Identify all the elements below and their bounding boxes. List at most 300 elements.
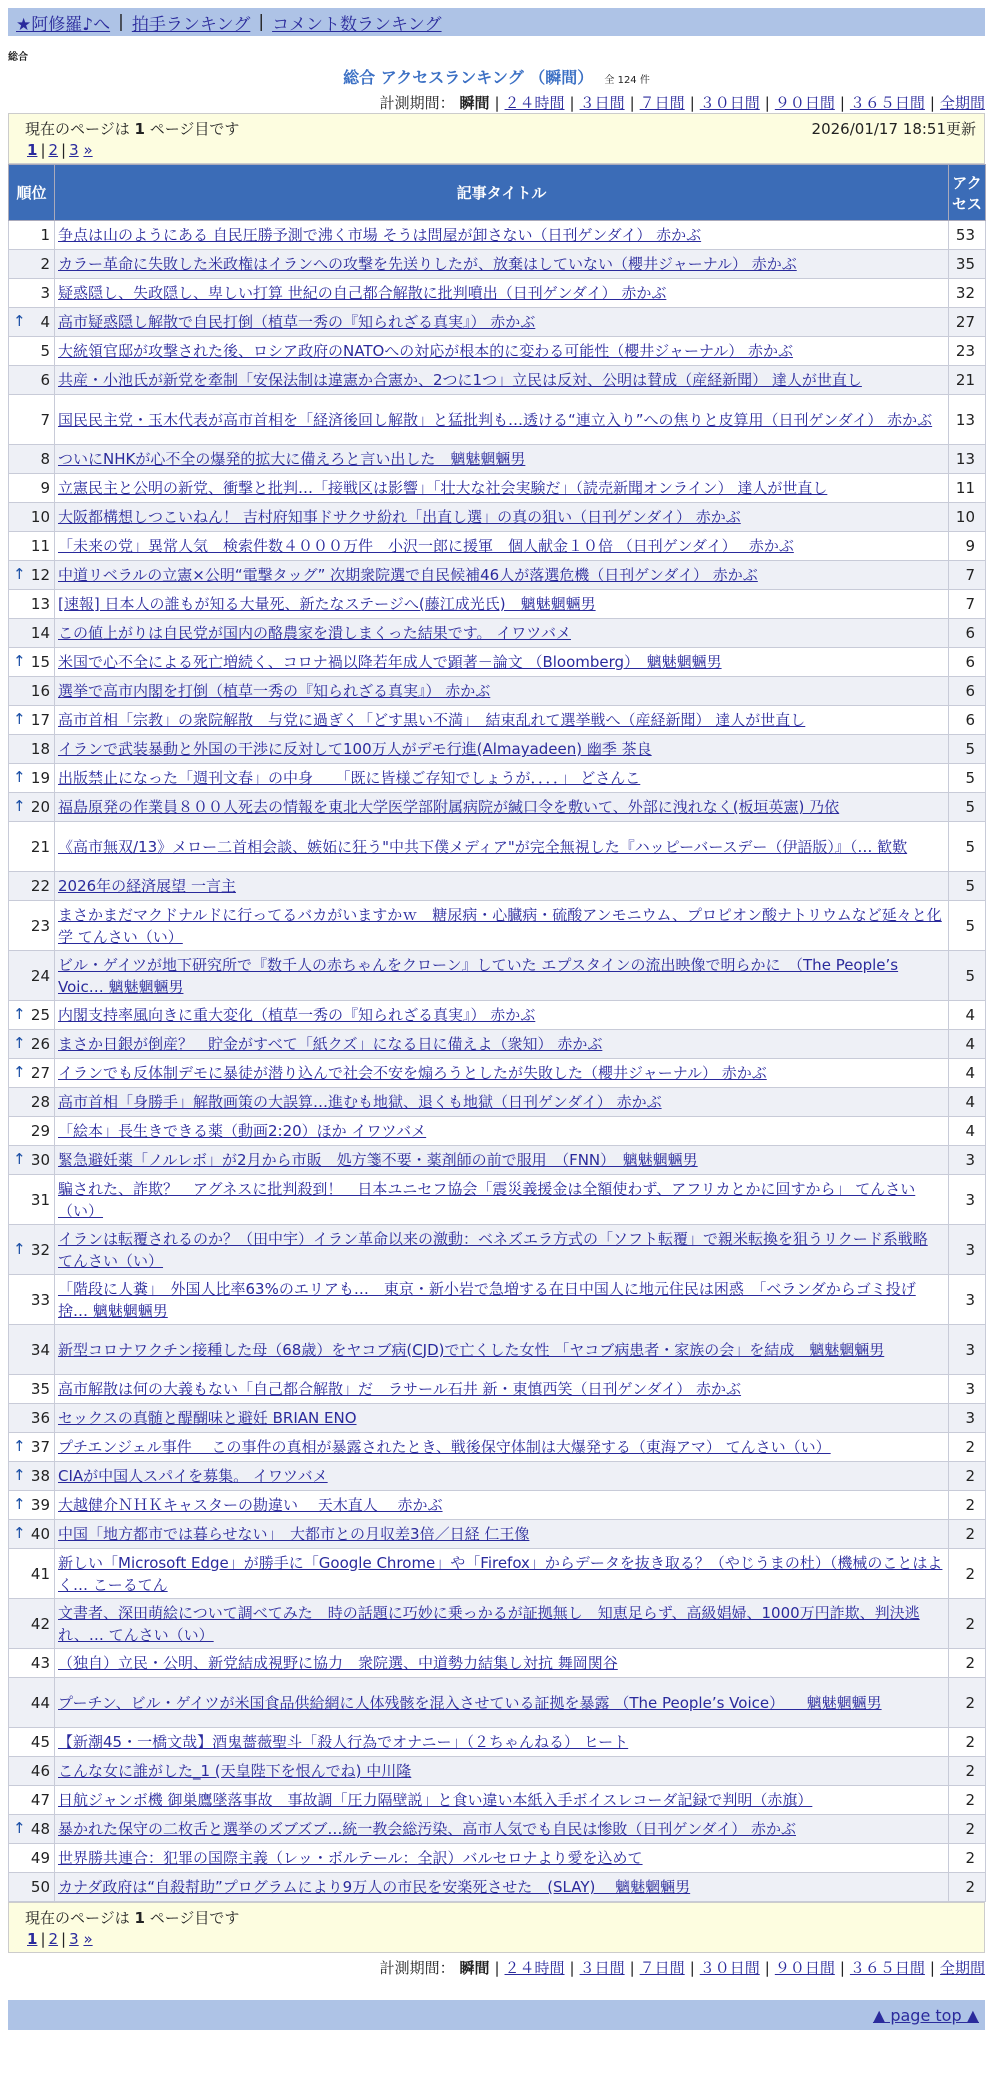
pagination bbox=[9, 139, 984, 163]
count-header: アクセス bbox=[949, 165, 986, 221]
table-row bbox=[9, 735, 986, 764]
article-link[interactable]: 《高市無双/13》メロー二首相会談、嫉妬に狂う"中共下僕メディア"が完全無視した『ハッピーバースデー（伊語版）』（… 歓歎 bbox=[58, 837, 908, 856]
article-link[interactable]: プチエンジェル事件 この事件の真相が暴露されたとき、戦後保守体制は大爆発する（東海アマ） てんさい（い） bbox=[58, 1438, 831, 1456]
table-row bbox=[9, 648, 986, 677]
rank-cell bbox=[9, 1520, 55, 1549]
access-count: 4 bbox=[949, 1001, 986, 1030]
page-link[interactable]: 3 bbox=[69, 141, 79, 159]
rank-cell bbox=[9, 1325, 55, 1375]
rank-number: 8 bbox=[40, 450, 50, 468]
article-link[interactable]: 騙された、詐欺？ アグネスに批判殺到！ 日本ユニセフ協会「震災義援金は全額使わず、アフリカとかに回すから」 てんさい（い） bbox=[58, 1179, 916, 1220]
rank-up-arrow-icon: ↑ bbox=[13, 1466, 26, 1485]
rank-cell bbox=[9, 1117, 55, 1146]
bottom-bar bbox=[8, 2000, 985, 2030]
rank-cell bbox=[9, 532, 55, 561]
access-count: 2 bbox=[949, 1462, 986, 1491]
title-cell bbox=[55, 561, 949, 590]
rank-number: 5 bbox=[40, 342, 50, 360]
title-cell bbox=[55, 445, 949, 474]
rank-cell bbox=[9, 648, 55, 677]
next-page-link[interactable]: » bbox=[83, 1930, 93, 1948]
article-link[interactable]: 高市首相「身勝手」解散画策の大誤算…進むも地獄、退くも地獄（日刊ゲンダイ） 赤かぶ bbox=[58, 1093, 662, 1111]
access-count: 53 bbox=[949, 221, 986, 250]
title-cell bbox=[55, 1815, 949, 1844]
article-link[interactable]: こんな女に誰がした_1 (天皇陛下を恨んでね) 中川隆 bbox=[58, 1762, 412, 1780]
access-count: 13 bbox=[949, 395, 986, 445]
title-header: 記事タイトル bbox=[55, 165, 949, 221]
top-nav-bar bbox=[8, 8, 985, 36]
article-link[interactable]: 内閣支持率風向きに重大変化（植草一秀の『知られざる真実』） 赤かぶ bbox=[58, 1006, 536, 1024]
title-cell bbox=[55, 872, 949, 901]
article-link[interactable]: プーチン、ビル・ゲイツが米国食品供給網に人体残骸を混入させている証拠を暴露 （The People’s Voice） 魑魅魍魎男 bbox=[58, 1693, 882, 1712]
title-cell bbox=[55, 1728, 949, 1757]
rank-cell bbox=[9, 1786, 55, 1815]
rank-number: 21 bbox=[30, 837, 50, 856]
article-link[interactable]: 新しい「Microsoft Edge」が勝手に「Google Chrome」や「Firefox」からデータを抜き取る？（やじうまの杜）（機械のことはよく… こーるてん bbox=[58, 1553, 943, 1594]
table-row bbox=[9, 1786, 986, 1815]
period-separator: | bbox=[494, 94, 500, 112]
title-cell bbox=[55, 648, 949, 677]
title-cell bbox=[55, 1678, 949, 1728]
table-row bbox=[9, 395, 986, 445]
title-cell bbox=[55, 1757, 949, 1786]
article-link[interactable]: 文書者、深田萌絵について調べてみた 時の話題に巧妙に乗っかるが証拠無し 知恵足らず、高級娼婦、1000万円詐欺、判決逃れ、… てんさい（い） bbox=[58, 1603, 920, 1644]
rank-number: 16 bbox=[30, 682, 50, 700]
title-cell bbox=[55, 474, 949, 503]
clap-ranking-link[interactable]: 拍手ランキング bbox=[131, 14, 251, 35]
rank-number: 47 bbox=[30, 1791, 50, 1809]
rank-cell bbox=[9, 706, 55, 735]
rank-cell bbox=[9, 1146, 55, 1175]
access-count: 7 bbox=[949, 561, 986, 590]
access-count: 6 bbox=[949, 706, 986, 735]
period-separator: | bbox=[929, 94, 935, 112]
rank-up-arrow-icon: ↑ bbox=[13, 1005, 26, 1024]
title-cell bbox=[55, 901, 949, 951]
rank-up-arrow-icon: ↑ bbox=[13, 1819, 26, 1838]
page-link[interactable]: 2 bbox=[48, 1930, 59, 1948]
title-cell bbox=[55, 532, 949, 561]
article-link[interactable]: 世界勝共連合：犯罪の国際主義（レッ・ボルテール：全訳）バルセロナより愛を込めて bbox=[58, 1849, 643, 1867]
table-row bbox=[9, 1117, 986, 1146]
title-cell bbox=[55, 1599, 949, 1649]
rank-cell bbox=[9, 1599, 55, 1649]
rank-cell bbox=[9, 619, 55, 648]
rank-up-arrow-icon: ↑ bbox=[13, 1150, 26, 1169]
table-row bbox=[9, 1225, 986, 1275]
title-cell bbox=[55, 1462, 949, 1491]
article-link[interactable]: 【新潮45・一橋文哉】酒鬼薔薇聖斗「殺人行為でオナニー」（２ちゃんねる） ヒート bbox=[58, 1733, 629, 1751]
rank-cell bbox=[9, 1649, 55, 1678]
article-link[interactable]: 新型コロナワクチン接種した母（68歳）をヤコブ病(CJD)で亡くした女性 「ヤコブ病患者・家族の会」を結成 魑魅魍魎男 bbox=[58, 1340, 885, 1359]
access-count: 3 bbox=[949, 1225, 986, 1275]
rank-up-arrow-icon: ↑ bbox=[13, 1034, 26, 1053]
access-count: 2 bbox=[949, 1520, 986, 1549]
rank-number: 40 bbox=[30, 1525, 50, 1543]
rank-number: 6 bbox=[40, 371, 50, 389]
article-link[interactable]: 「絵本」長生きできる薬（動画2:20）ほか イワツバメ bbox=[58, 1122, 427, 1140]
article-link[interactable]: ついにNHKが心不全の爆発的拡大に備えろと言い出した 魑魅魍魎男 bbox=[58, 450, 526, 468]
rank-cell bbox=[9, 735, 55, 764]
period-option[interactable]: ３６５日間 bbox=[849, 1959, 925, 1977]
period-separator: | bbox=[494, 1959, 500, 1977]
rank-number: 27 bbox=[30, 1064, 50, 1082]
rank-number: 3 bbox=[40, 284, 50, 302]
article-link[interactable]: 中道リベラルの立憲×公明“電撃タッグ” 次期衆院選で自民候補46人が落選危機（日刊ゲンダイ） 赤かぶ bbox=[58, 566, 758, 584]
rank-cell bbox=[9, 1491, 55, 1520]
rank-cell bbox=[9, 1375, 55, 1404]
period-separator: | bbox=[839, 1959, 845, 1977]
access-count: 5 bbox=[949, 822, 986, 872]
article-link[interactable]: セックスの真髄と醍醐味と避妊 BRIAN ENO bbox=[58, 1409, 357, 1427]
rank-number: 39 bbox=[30, 1496, 50, 1514]
rank-number: 7 bbox=[40, 410, 50, 429]
period-option[interactable]: ９０日間 bbox=[774, 1959, 835, 1977]
rank-number: 18 bbox=[30, 740, 50, 758]
access-count: 5 bbox=[949, 793, 986, 822]
article-link[interactable]: 2026年の経済展望 一言主 bbox=[58, 877, 236, 895]
table-row bbox=[9, 1462, 986, 1491]
rank-cell bbox=[9, 1757, 55, 1786]
access-count: 7 bbox=[949, 590, 986, 619]
article-link[interactable]: 緊急避妊薬「ノルレボ」が2月から市販 処方箋不要・薬剤師の前で服用 （FNN） 魑魅魍魎男 bbox=[58, 1151, 698, 1169]
access-count: 2 bbox=[949, 1844, 986, 1873]
rank-number: 38 bbox=[30, 1467, 50, 1485]
article-link[interactable]: [速報] 日本人の誰もが知る大量死、新たなステージへ(藤江成光氏) 魑魅魍魎男 bbox=[58, 595, 596, 613]
article-link[interactable]: 暴かれた保守の二枚舌と選挙のズブズブ…統一教会総汚染、高市人気でも自民は惨敗（日刊ゲンダイ） 赤かぶ bbox=[58, 1820, 796, 1838]
article-link[interactable]: まさかまだマクドナルドに行ってるバカがいますかｗ 糖尿病・心臓病・硫酸アンモニウム、プロピオン酸ナトリウムなど延々と化学 てんさい（い） bbox=[58, 905, 942, 946]
rank-cell bbox=[9, 1678, 55, 1728]
period-separator: | bbox=[839, 94, 845, 112]
access-count: 4 bbox=[949, 1059, 986, 1088]
article-link[interactable]: 「階段に人糞」 外国人比率63%のエリアも… 東京・新小岩で急増する在日中国人に地元住民は困惑 「ベランダからゴミ投げ捨… 魑魅魍魎男 bbox=[58, 1279, 916, 1320]
rank-number: 2 bbox=[40, 255, 50, 273]
article-link[interactable]: まさか日銀が倒産？ 貯金がすべて「紙クズ」になる日に備えよ（衆知） 赤かぶ bbox=[58, 1035, 603, 1053]
period-separator: | bbox=[764, 94, 770, 112]
total-count: 全 124 件 bbox=[604, 75, 650, 86]
rank-number: 23 bbox=[30, 916, 50, 935]
access-count: 11 bbox=[949, 474, 986, 503]
rank-number: 17 bbox=[30, 711, 50, 729]
table-row bbox=[9, 1088, 986, 1117]
rank-number: 42 bbox=[30, 1614, 50, 1633]
title-cell bbox=[55, 764, 949, 793]
article-link[interactable]: 出版禁止になった「週刊文春」の中身 「既に皆様ご存知でしょうが．．．．」 どさんこ bbox=[58, 769, 641, 787]
table-row bbox=[9, 1520, 986, 1549]
rank-cell bbox=[9, 793, 55, 822]
table-row bbox=[9, 1649, 986, 1678]
title-cell bbox=[55, 735, 949, 764]
period-option[interactable]: ７日間 bbox=[639, 1959, 685, 1977]
rank-cell bbox=[9, 1815, 55, 1844]
access-count: 2 bbox=[949, 1757, 986, 1786]
rank-up-arrow-icon: ↑ bbox=[13, 312, 26, 331]
article-link[interactable]: カナダ政府は“自殺幇助”プログラムにより9万人の市民を安楽死させた (SLAY) 魑魅魍魎男 bbox=[58, 1878, 691, 1896]
rank-cell bbox=[9, 1001, 55, 1030]
rank-cell bbox=[9, 308, 55, 337]
period-separator: | bbox=[629, 1959, 635, 1977]
rank-number: 30 bbox=[30, 1151, 50, 1169]
title-cell bbox=[55, 1375, 949, 1404]
period-option[interactable]: ３日間 bbox=[579, 94, 625, 112]
rank-number: 46 bbox=[30, 1762, 50, 1780]
title-cell bbox=[55, 1520, 949, 1549]
table-row bbox=[9, 1815, 986, 1844]
table-row bbox=[9, 1059, 986, 1088]
table-row bbox=[9, 1757, 986, 1786]
rank-header: 順位 bbox=[9, 165, 55, 221]
period-option[interactable]: ７日間 bbox=[639, 94, 685, 112]
nav-separator: | bbox=[258, 12, 265, 32]
period-separator: | bbox=[569, 1959, 575, 1977]
rank-up-arrow-icon: ↑ bbox=[13, 768, 26, 787]
table-row bbox=[9, 1491, 986, 1520]
article-link[interactable]: 立憲民主と公明の新党、衝撃と批判…「接戦区は影響」「壮大な社会実験だ」（読売新聞オンライン） 達人が世直し bbox=[58, 479, 828, 497]
article-link[interactable]: 高市疑惑隠し解散で自民打倒（植草一秀の『知られざる真実』） 赤かぶ bbox=[58, 313, 536, 331]
access-count: 6 bbox=[949, 619, 986, 648]
article-link[interactable]: 大阪都構想しつこいねん！ 吉村府知事ドサクサ紛れ「出直し選」の真の狙い（日刊ゲンダイ） 赤かぶ bbox=[58, 508, 741, 526]
article-link[interactable]: 共産・小池氏が新党を牽制「安保法制は違憲か合憲か、2つに1つ」立民は反対、公明は賛成（産経新聞） 達人が世直し bbox=[58, 371, 862, 389]
home-link[interactable]: ★阿修羅♪へ bbox=[16, 14, 111, 35]
access-count: 2 bbox=[949, 1815, 986, 1844]
rank-cell bbox=[9, 1549, 55, 1599]
rank-number: 43 bbox=[30, 1654, 50, 1672]
pager-separator: | bbox=[40, 1930, 46, 1948]
table-row bbox=[9, 619, 986, 648]
table-row bbox=[9, 706, 986, 735]
access-count: 3 bbox=[949, 1146, 986, 1175]
table-row bbox=[9, 1404, 986, 1433]
rank-cell bbox=[9, 1462, 55, 1491]
period-option[interactable]: ３日間 bbox=[579, 1959, 625, 1977]
nav-separator: | bbox=[118, 12, 124, 32]
article-link[interactable]: 争点は山のようにある 自民圧勝予測で沸く市場 そうは問屋が卸さない（日刊ゲンダイ） 赤かぶ bbox=[58, 226, 702, 244]
rank-number: 44 bbox=[30, 1693, 50, 1712]
rank-number: 15 bbox=[30, 653, 50, 671]
title-cell bbox=[55, 221, 949, 250]
table-row bbox=[9, 793, 986, 822]
title-cell bbox=[55, 951, 949, 1001]
article-link[interactable]: 中国「地方都市では暮らせない」 大都市との月収差3倍／日経 仁王像 bbox=[58, 1525, 530, 1543]
article-link[interactable]: 大越健介ＮＨＫキャスターの勘違い 天木直人 赤かぶ bbox=[58, 1496, 443, 1514]
table-row bbox=[9, 1728, 986, 1757]
page-link[interactable]: 1 bbox=[27, 141, 38, 159]
rank-number: 19 bbox=[30, 769, 50, 787]
access-count: 5 bbox=[949, 901, 986, 951]
period-option[interactable]: ２４時間 bbox=[504, 1959, 565, 1977]
title-cell bbox=[55, 503, 949, 532]
current-page-text: 現在のページは 1 ページ目です bbox=[25, 120, 240, 138]
table-row bbox=[9, 822, 986, 872]
table-row bbox=[9, 677, 986, 706]
access-count: 2 bbox=[949, 1433, 986, 1462]
rank-number: 48 bbox=[30, 1820, 50, 1838]
title-cell bbox=[55, 1404, 949, 1433]
title-cell bbox=[55, 366, 949, 395]
article-link[interactable]: 「未来の党」異常人気 検索件数４０００万件 小沢一郎に援軍 個人献金１０倍 （日刊ゲンダイ） 赤かぶ bbox=[58, 537, 794, 555]
rank-number: 36 bbox=[30, 1409, 50, 1427]
access-count: 3 bbox=[949, 1175, 986, 1225]
table-row bbox=[9, 250, 986, 279]
rank-cell bbox=[9, 590, 55, 619]
table-row bbox=[9, 503, 986, 532]
table-row bbox=[9, 279, 986, 308]
rank-cell bbox=[9, 1728, 55, 1757]
rank-up-arrow-icon: ↑ bbox=[13, 1524, 26, 1543]
period-option[interactable]: 全期間 bbox=[939, 94, 985, 112]
period-option[interactable]: ３０日間 bbox=[699, 1959, 760, 1977]
rank-up-arrow-icon: ↑ bbox=[13, 1495, 26, 1514]
rank-number: 4 bbox=[40, 313, 50, 331]
title-cell bbox=[55, 822, 949, 872]
updated-timestamp: 2026/01/17 18:51更新 bbox=[811, 120, 976, 138]
rank-number: 13 bbox=[30, 595, 50, 613]
page-link[interactable]: 1 bbox=[27, 1930, 38, 1948]
rank-number: 41 bbox=[30, 1564, 50, 1583]
page-link[interactable]: 3 bbox=[69, 1930, 79, 1948]
table-row bbox=[9, 561, 986, 590]
access-count: 32 bbox=[949, 279, 986, 308]
rank-up-arrow-icon: ↑ bbox=[13, 797, 26, 816]
article-link[interactable]: この値上がりは自民党が国内の酪農家を潰しまくった結果です。 イワツバメ bbox=[58, 624, 571, 642]
rank-number: 50 bbox=[30, 1878, 50, 1896]
access-count: 2 bbox=[949, 1599, 986, 1649]
access-count: 10 bbox=[949, 503, 986, 532]
rank-up-arrow-icon: ↑ bbox=[13, 652, 26, 671]
rank-cell bbox=[9, 221, 55, 250]
article-link[interactable]: 大統領官邸が攻撃された後、ロシア政府のNATOへの対応が根本的に変わる可能性（櫻井ジャーナル） 赤かぶ bbox=[58, 342, 794, 360]
access-count: 13 bbox=[949, 445, 986, 474]
title-cell bbox=[55, 619, 949, 648]
table-row bbox=[9, 951, 986, 1001]
access-count: 5 bbox=[949, 735, 986, 764]
rank-cell bbox=[9, 901, 55, 951]
access-count: 2 bbox=[949, 1678, 986, 1728]
title-cell bbox=[55, 1325, 949, 1375]
period-option[interactable]: 全期間 bbox=[939, 1959, 985, 1977]
article-link[interactable]: CIAが中国人スパイを募集。 イワツバメ bbox=[58, 1467, 328, 1485]
table-row bbox=[9, 1549, 986, 1599]
access-count: 6 bbox=[949, 648, 986, 677]
rank-number: 35 bbox=[30, 1380, 50, 1398]
table-row bbox=[9, 1146, 986, 1175]
rank-number: 29 bbox=[30, 1122, 50, 1140]
title-cell bbox=[55, 1786, 949, 1815]
table-row bbox=[9, 1001, 986, 1030]
article-link[interactable]: ビル・ゲイツが地下研究所で『数千人の赤ちゃんをクローン』していた エプスタインの流出映像で明らかに （The People’s Voic… 魑魅魍魎男 bbox=[58, 955, 899, 996]
current-page-text: 現在のページは 1 ページ目です bbox=[25, 1909, 240, 1927]
article-link[interactable]: 選挙で高市内閣を打倒（植草一秀の『知られざる真実』） 赤かぶ bbox=[58, 682, 491, 700]
pager-separator: | bbox=[40, 141, 46, 159]
table-row bbox=[9, 1433, 986, 1462]
period-option[interactable]: ３０日間 bbox=[699, 94, 760, 112]
access-count: 3 bbox=[949, 1325, 986, 1375]
page-info-box bbox=[8, 113, 985, 164]
rank-number: 9 bbox=[40, 479, 50, 497]
period-option[interactable]: ９０日間 bbox=[774, 94, 835, 112]
rank-cell bbox=[9, 764, 55, 793]
table-row bbox=[9, 308, 986, 337]
rank-cell bbox=[9, 1088, 55, 1117]
pager-separator: | bbox=[61, 141, 67, 159]
article-link[interactable]: 高市解散は何の大義もない「自己都合解散」だ ラサール石井 新・東慎西笑（日刊ゲンダイ） 赤かぶ bbox=[58, 1380, 742, 1398]
comment-ranking-link[interactable]: コメント数ランキング bbox=[272, 14, 442, 35]
article-link[interactable]: 国民民主党・玉木代表が高市首相を「経済後回し解散」と猛批判も…透ける“連立入り”への焦りと皮算用（日刊ゲンダイ） 赤かぶ bbox=[58, 410, 933, 429]
rank-number: 14 bbox=[30, 624, 50, 642]
rank-number: 49 bbox=[30, 1849, 50, 1867]
access-count: 35 bbox=[949, 250, 986, 279]
article-link[interactable]: （独自）立民・公明、新党結成視野に協力 衆院選、中道勢力結集し対抗 舞岡関谷 bbox=[58, 1654, 618, 1672]
article-link[interactable]: 米国で心不全による死亡増続く、コロナ禍以降若年成人で顕著－論文 （Bloomberg） 魑魅魍魎男 bbox=[58, 653, 722, 671]
article-link[interactable]: 福島原発の作業員８００人死去の情報を東北大学医学部附属病院が緘口令を敷いて、外部に洩れなく(板垣英憲) 乃依 bbox=[58, 798, 840, 816]
rank-up-arrow-icon: ↑ bbox=[13, 1437, 26, 1456]
title-cell bbox=[55, 1275, 949, 1325]
rank-cell bbox=[9, 677, 55, 706]
article-link[interactable]: イランでも反体制デモに暴徒が潜り込んで社会不安を煽ろうとしたが失敗した（櫻井ジャーナル） 赤かぶ bbox=[58, 1064, 767, 1082]
access-count: 2 bbox=[949, 1649, 986, 1678]
table-row bbox=[9, 445, 986, 474]
rank-number: 45 bbox=[30, 1733, 50, 1751]
table-row bbox=[9, 1030, 986, 1059]
access-count: 6 bbox=[949, 677, 986, 706]
rank-number: 11 bbox=[30, 537, 50, 555]
access-count: 5 bbox=[949, 872, 986, 901]
title-cell bbox=[55, 1225, 949, 1275]
table-row bbox=[9, 764, 986, 793]
page-link[interactable]: 2 bbox=[48, 141, 59, 159]
table-row bbox=[9, 221, 986, 250]
period-label: 計測期間： bbox=[379, 1959, 455, 1977]
access-count: 9 bbox=[949, 532, 986, 561]
article-link[interactable]: カラー革命に失敗した米政権はイランへの攻撃を先送りしたが、放棄はしていない（櫻井ジャーナル） 赤かぶ bbox=[58, 255, 797, 273]
page-info-box-bottom bbox=[8, 1902, 985, 1953]
category-label: 総合 bbox=[8, 52, 28, 63]
page-info-bottom bbox=[9, 1903, 984, 1928]
period-selector-bottom bbox=[8, 1957, 985, 1978]
period-option: 瞬間 bbox=[459, 94, 490, 112]
table-row bbox=[9, 366, 986, 395]
access-count: 3 bbox=[949, 1375, 986, 1404]
table-row bbox=[9, 474, 986, 503]
title-cell bbox=[55, 1844, 949, 1873]
access-count: 4 bbox=[949, 1088, 986, 1117]
period-option[interactable]: ２４時間 bbox=[504, 94, 565, 112]
page-top-link[interactable]: ▲ page top ▲ bbox=[872, 2005, 979, 2025]
rank-cell bbox=[9, 1175, 55, 1225]
access-count: 5 bbox=[949, 951, 986, 1001]
title-cell bbox=[55, 308, 949, 337]
title-cell bbox=[55, 1649, 949, 1678]
article-link[interactable]: 高市首相「宗教」の衆院解散 与党に過ぎく「どす黒い不満」 結束乱れて選挙戦へ（産経新聞） 達人が世直し bbox=[58, 711, 806, 729]
rank-cell bbox=[9, 1404, 55, 1433]
table-row bbox=[9, 1599, 986, 1649]
period-label: 計測期間： bbox=[379, 94, 455, 112]
article-link[interactable]: 日航ジャンボ機 御巣鷹墜落事故 事故調「圧力隔壁説」と食い違い本紙入手ボイスレコーダ記録で判明（赤旗） bbox=[58, 1791, 813, 1809]
table-row bbox=[9, 1175, 986, 1225]
title-cell bbox=[55, 706, 949, 735]
article-link[interactable]: イランは転覆されるのか？（田中宇）イラン革命以来の激動：ベネズエラ方式の「ソフト転覆」で親米転換を狙うリクード系戦略 てんさい（い） bbox=[58, 1229, 928, 1270]
next-page-link[interactable]: » bbox=[83, 141, 93, 159]
article-link[interactable]: イランで武装暴動と外国の干渉に反対して100万人がデモ行進(Almayadeen) 幽季 茶良 bbox=[58, 740, 652, 758]
period-separator: | bbox=[929, 1959, 935, 1977]
rank-number: 12 bbox=[30, 566, 50, 584]
period-separator: | bbox=[629, 94, 635, 112]
title-cell bbox=[55, 677, 949, 706]
period-selector bbox=[8, 92, 985, 113]
rank-cell bbox=[9, 951, 55, 1001]
period-option[interactable]: ３６５日間 bbox=[849, 94, 925, 112]
article-link[interactable]: 疑惑隠し、失政隠し、卑しい打算 世紀の自己都合解散に批判噴出（日刊ゲンダイ） 赤かぶ bbox=[58, 284, 667, 302]
